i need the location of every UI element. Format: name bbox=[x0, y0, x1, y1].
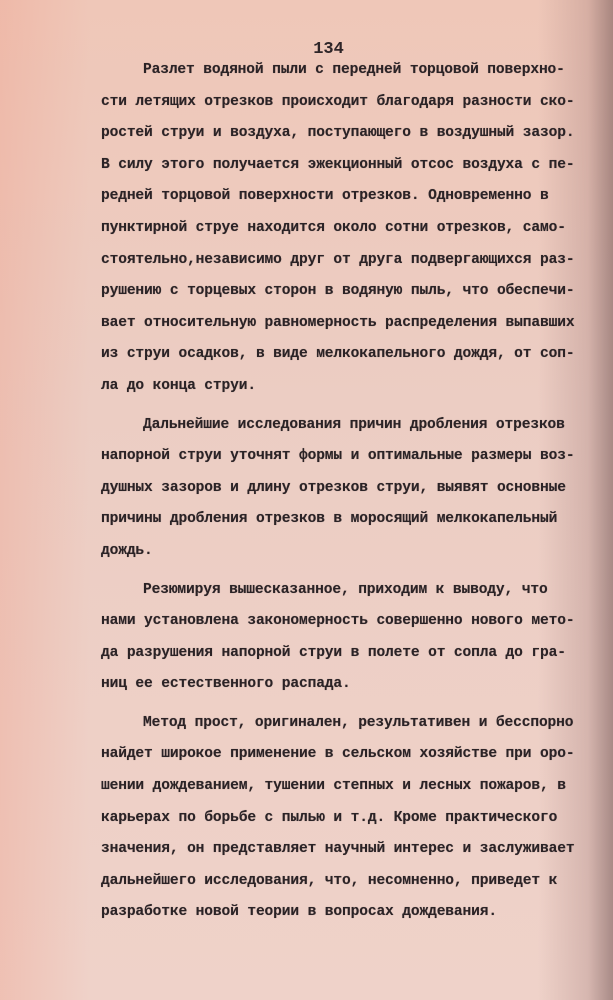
text-line: пунктирной струе находится около сотни отрезков, само- bbox=[101, 219, 566, 236]
text-line: дождь. bbox=[101, 542, 153, 559]
text-line: В силу этого получается эжекционный отсос воздуха с пе- bbox=[101, 156, 575, 173]
text-line: шении дождеванием, тушении степных и лесных пожаров, в bbox=[101, 778, 566, 795]
text-line: стоятельно,независимо друг от друга подвергающихся раз- bbox=[101, 251, 575, 268]
paragraph-2 bbox=[101, 410, 575, 568]
paragraph-4 bbox=[101, 708, 575, 929]
text-line: дальнейшего исследования, что, несомненно, приведет к bbox=[101, 872, 558, 889]
text-line: Дальнейшие исследования причин дробления отрезков bbox=[143, 416, 565, 433]
text-line: напорной струи уточнят формы и оптимальные размеры воз- bbox=[101, 448, 575, 465]
paragraph-gap bbox=[101, 568, 553, 575]
paragraph-gap bbox=[101, 403, 553, 410]
text-line: Разлет водяной пыли с передней торцовой поверхно- bbox=[143, 62, 565, 78]
paragraph-1 bbox=[101, 55, 575, 403]
text-line: нами установлена закономерность совершенно нового мето- bbox=[101, 613, 575, 630]
paragraph-gap bbox=[101, 701, 553, 708]
text-line: Резюмируя вышесказанное, приходим к выводу, что bbox=[143, 581, 548, 598]
text-line: Метод прост, оригинален, результативен и бесспорно bbox=[143, 714, 574, 731]
text-line: карьерах по борьбе с пылью и т.д. Кроме практического bbox=[101, 809, 558, 826]
text-line: вает относительную равномерность распределения выпавших bbox=[101, 314, 575, 331]
document-body bbox=[101, 55, 575, 929]
text-line: ла до конца струи. bbox=[101, 377, 256, 394]
text-line: рушению с торцевых сторон в водяную пыль, что обеспечи- bbox=[101, 283, 575, 300]
text-line: сти летящих отрезков происходит благодаря разности ско- bbox=[101, 93, 575, 110]
text-line: да разрушения напорной струи в полете от сопла до гра- bbox=[101, 644, 566, 661]
text-line: причины дробления отрезков в моросящий мелкокапельный bbox=[101, 511, 558, 528]
text-line: душных зазоров и длину отрезков струи, выявят основные bbox=[101, 479, 566, 496]
text-line: найдет широкое применение в сельском хозяйстве при оро- bbox=[101, 746, 575, 763]
text-line: разработке новой теории в вопросах дождевания. bbox=[101, 904, 497, 921]
text-line: значения, он представляет научный интерес и заслуживает bbox=[101, 841, 575, 858]
text-line: из струи осадков, в виде мелкокапельного дождя, от соп- bbox=[101, 346, 575, 363]
page-number: 134 bbox=[313, 40, 344, 59]
text-line: ростей струи и воздуха, поступающего в воздушный зазор. bbox=[101, 125, 575, 142]
text-line: редней торцовой поверхности отрезков. Одновременно в bbox=[101, 188, 549, 205]
text-line: ниц ее естественного распада. bbox=[101, 676, 351, 693]
paragraph-3 bbox=[101, 575, 575, 701]
